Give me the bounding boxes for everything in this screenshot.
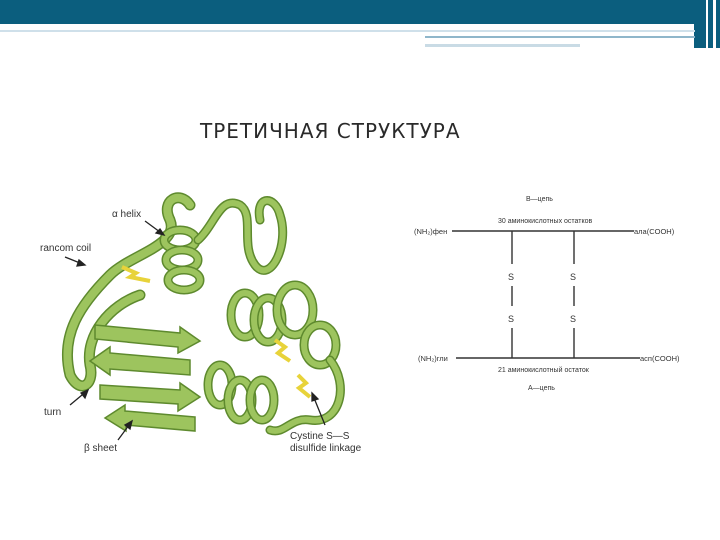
chain-b-left-end: (NH₂)фен — [414, 227, 448, 236]
alpha-helix-bottom — [208, 365, 274, 420]
disulfide-label-line2: disulfide linkage — [290, 443, 362, 454]
header-stripe-2 — [706, 0, 708, 48]
header-rule-short — [425, 44, 580, 47]
chain-a-count: 21 аминокислотный остаток — [498, 367, 589, 374]
chain-a-right-end: асп(COOH) — [640, 354, 680, 363]
beta-sheet-label: β sheet — [84, 443, 117, 454]
turn-label: turn — [44, 407, 62, 418]
header-rule — [0, 30, 695, 32]
chain-b-right-end: ала(COOH) — [634, 227, 675, 236]
random-coil-label: rancom coil — [40, 243, 92, 254]
disulfide-label-line1: Cystine S—S — [290, 431, 350, 442]
chain-a-left-end: (NH₂)гли — [418, 354, 448, 363]
slide-title: ТРЕТИЧНАЯ СТРУКТУРА — [200, 119, 461, 143]
beta-sheet-strands — [90, 325, 200, 431]
sulfur-3: S — [570, 272, 577, 282]
insulin-chain-scheme — [412, 188, 680, 398]
header-stripe — [713, 0, 716, 48]
header-rule-accent — [425, 36, 695, 38]
protein-ribbon-figure — [40, 185, 370, 465]
sulfur-4: S — [570, 314, 577, 324]
chain-b-title: В—цепь — [526, 196, 553, 203]
sulfur-2: S — [508, 314, 515, 324]
sulfur-1: S — [508, 272, 515, 282]
chain-b-count: 30 аминокислотных остатков — [498, 218, 593, 225]
alpha-helix-right — [231, 285, 336, 365]
alpha-helix-label: α helix — [112, 209, 142, 220]
chain-a-title: А—цепь — [528, 385, 555, 392]
header-bar — [0, 0, 720, 24]
